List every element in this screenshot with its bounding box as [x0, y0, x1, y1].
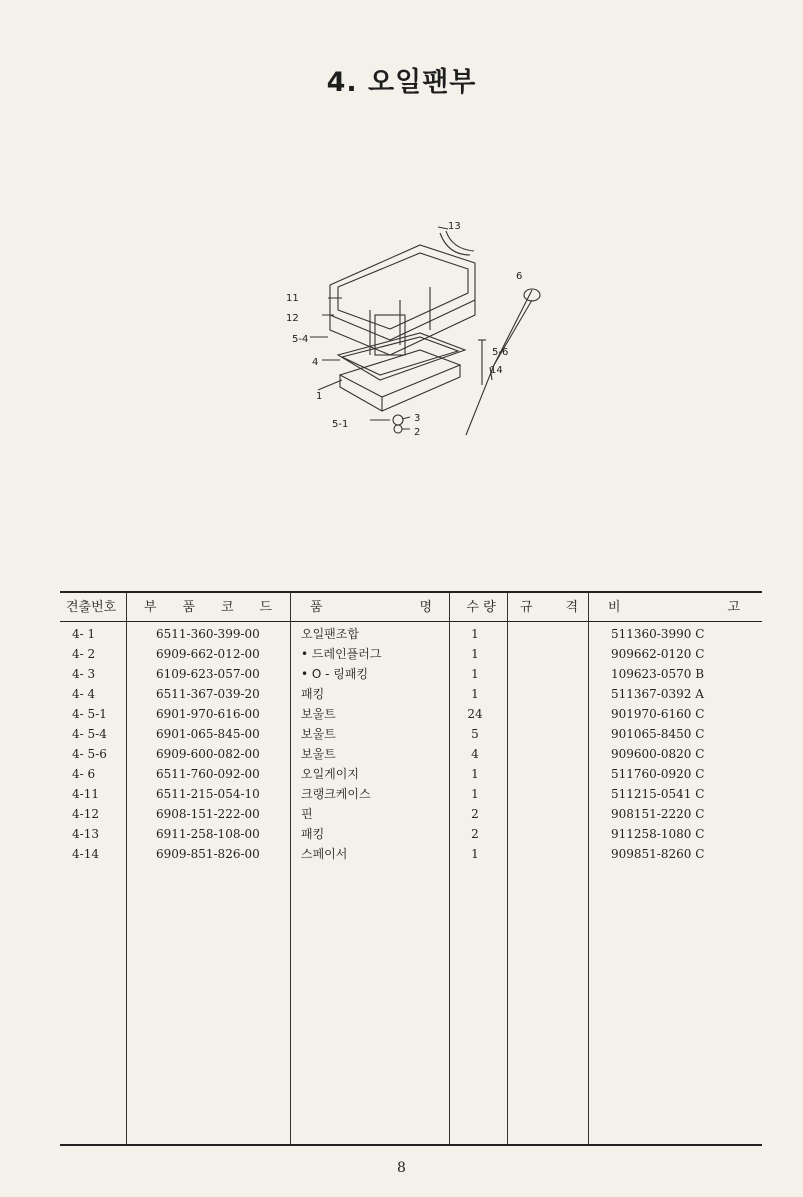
row-no: 4- 1: [72, 627, 96, 641]
callout-5-4: 5-4: [292, 334, 309, 345]
table-row: [60, 684, 762, 704]
callout-3: 3: [414, 413, 421, 424]
row-note: 511360-3990 C: [611, 627, 705, 641]
row-note: 908151-2220 C: [611, 807, 705, 821]
header-note-char: 비: [608, 600, 621, 615]
row-note: 511367-0392 A: [611, 687, 704, 701]
row-note: 901970-6160 C: [611, 707, 705, 721]
header-spec-char: 규: [520, 600, 533, 615]
row-qty: 1: [471, 687, 479, 701]
table-bottom-rule: [60, 1144, 762, 1146]
oil-pan-exploded-diagram: [270, 215, 550, 445]
header-code-char: 품: [182, 600, 196, 615]
header-spec-char: 격: [565, 600, 578, 615]
row-no: 4-13: [72, 827, 99, 841]
callout-13: 13: [448, 221, 461, 232]
row-note: 901065-8450 C: [611, 727, 705, 741]
row-code: 6511-215-054-10: [156, 787, 260, 801]
row-code: 6901-970-616-00: [156, 707, 260, 721]
table-header-rule: [60, 621, 762, 622]
header-name-char: 품: [310, 600, 323, 615]
callout-6: 6: [516, 271, 523, 282]
row-qty: 1: [471, 627, 479, 641]
row-code: 6908-151-222-00: [156, 807, 260, 821]
row-name: • 드레인플러그: [301, 647, 382, 661]
row-no: 4- 5-1: [72, 707, 107, 721]
row-no: 4-11: [72, 787, 99, 801]
row-code: 6511-360-399-00: [156, 627, 260, 641]
row-qty: 1: [471, 787, 479, 801]
table-row: [60, 744, 762, 764]
header-note: [608, 597, 740, 619]
row-qty: 4: [471, 747, 479, 761]
table-row: [60, 764, 762, 784]
row-qty: 5: [471, 727, 479, 741]
row-note: 909600-0820 C: [611, 747, 705, 761]
row-no: 4- 4: [72, 687, 96, 701]
parts-table: [60, 591, 762, 1147]
row-note: 511215-0541 C: [611, 787, 705, 801]
table-row: [60, 804, 762, 824]
table-row: [60, 784, 762, 804]
callout-4: 4: [312, 357, 319, 368]
header-qty: 수 량: [466, 600, 496, 615]
row-note: 909662-0120 C: [611, 647, 705, 661]
row-name: 보울트: [301, 727, 336, 741]
row-name: • O - 링패킹: [301, 667, 369, 681]
row-qty: 1: [471, 767, 479, 781]
header-note-char: 고: [727, 600, 740, 615]
callout-14: 14: [490, 365, 503, 376]
header-name-char: 명: [419, 600, 432, 615]
row-code: 6911-258-108-00: [156, 827, 260, 841]
row-qty: 1: [471, 847, 479, 861]
row-no: 4-12: [72, 807, 99, 821]
table-row: [60, 704, 762, 724]
row-code: 6901-065-845-00: [156, 727, 260, 741]
row-qty: 1: [471, 647, 479, 661]
row-qty: 24: [467, 707, 483, 721]
row-code: 6511-760-092-00: [156, 767, 260, 781]
callout-11: 11: [286, 293, 299, 304]
row-no: 4- 5-4: [72, 727, 107, 741]
page-number: 8: [397, 1160, 406, 1176]
header-name: [310, 597, 432, 619]
row-note: 911258-1080 C: [611, 827, 705, 841]
row-qty: 1: [471, 667, 479, 681]
row-note: 511760-0920 C: [611, 767, 705, 781]
page-title: 4. 오일팬부: [326, 67, 477, 98]
row-name: 스페이서: [301, 847, 348, 861]
row-note: 909851-8260 C: [611, 847, 705, 861]
row-qty: 2: [471, 807, 479, 821]
table-row: [60, 824, 762, 844]
row-name: 오일팬조합: [301, 627, 359, 641]
header-no: 견출번호: [66, 600, 117, 615]
row-no: 4- 6: [72, 767, 96, 781]
row-name: 핀: [301, 807, 313, 821]
row-qty: 2: [471, 827, 479, 841]
row-note: 109623-0570 B: [611, 667, 705, 681]
row-no: 4- 2: [72, 647, 96, 661]
row-no: 4-14: [72, 847, 99, 861]
table-row: [60, 844, 762, 864]
table-row: [60, 624, 762, 644]
row-code: 6511-367-039-20: [156, 687, 260, 701]
callout-2: 2: [414, 427, 421, 438]
table-top-rule: [60, 591, 762, 593]
row-no: 4- 5-6: [72, 747, 107, 761]
row-name: 보울트: [301, 707, 336, 721]
callout-5-6: 5-6: [492, 347, 509, 358]
header-spec: [520, 597, 578, 619]
callout-12: 12: [286, 313, 299, 324]
table-row: [60, 664, 762, 684]
header-code-char: 코: [220, 600, 234, 615]
row-code: 6909-600-082-00: [156, 747, 260, 761]
row-name: 보울트: [301, 747, 336, 761]
row-name: 패킹: [301, 827, 325, 841]
table-row: [60, 724, 762, 744]
table-row: [60, 644, 762, 664]
header-code: [144, 597, 272, 619]
row-name: 오일게이지: [301, 767, 359, 781]
header-code-char: 부: [144, 600, 157, 615]
row-name: 크랭크케이스: [301, 787, 371, 801]
callout-1: 1: [316, 391, 323, 402]
row-name: 패킹: [301, 687, 325, 701]
callout-5-1: 5-1: [332, 419, 349, 430]
row-no: 4- 3: [72, 667, 96, 681]
header-code-char: 드: [259, 600, 272, 615]
row-code: 6909-662-012-00: [156, 647, 260, 661]
row-code: 6909-851-826-00: [156, 847, 260, 861]
row-code: 6109-623-057-00: [156, 667, 260, 681]
